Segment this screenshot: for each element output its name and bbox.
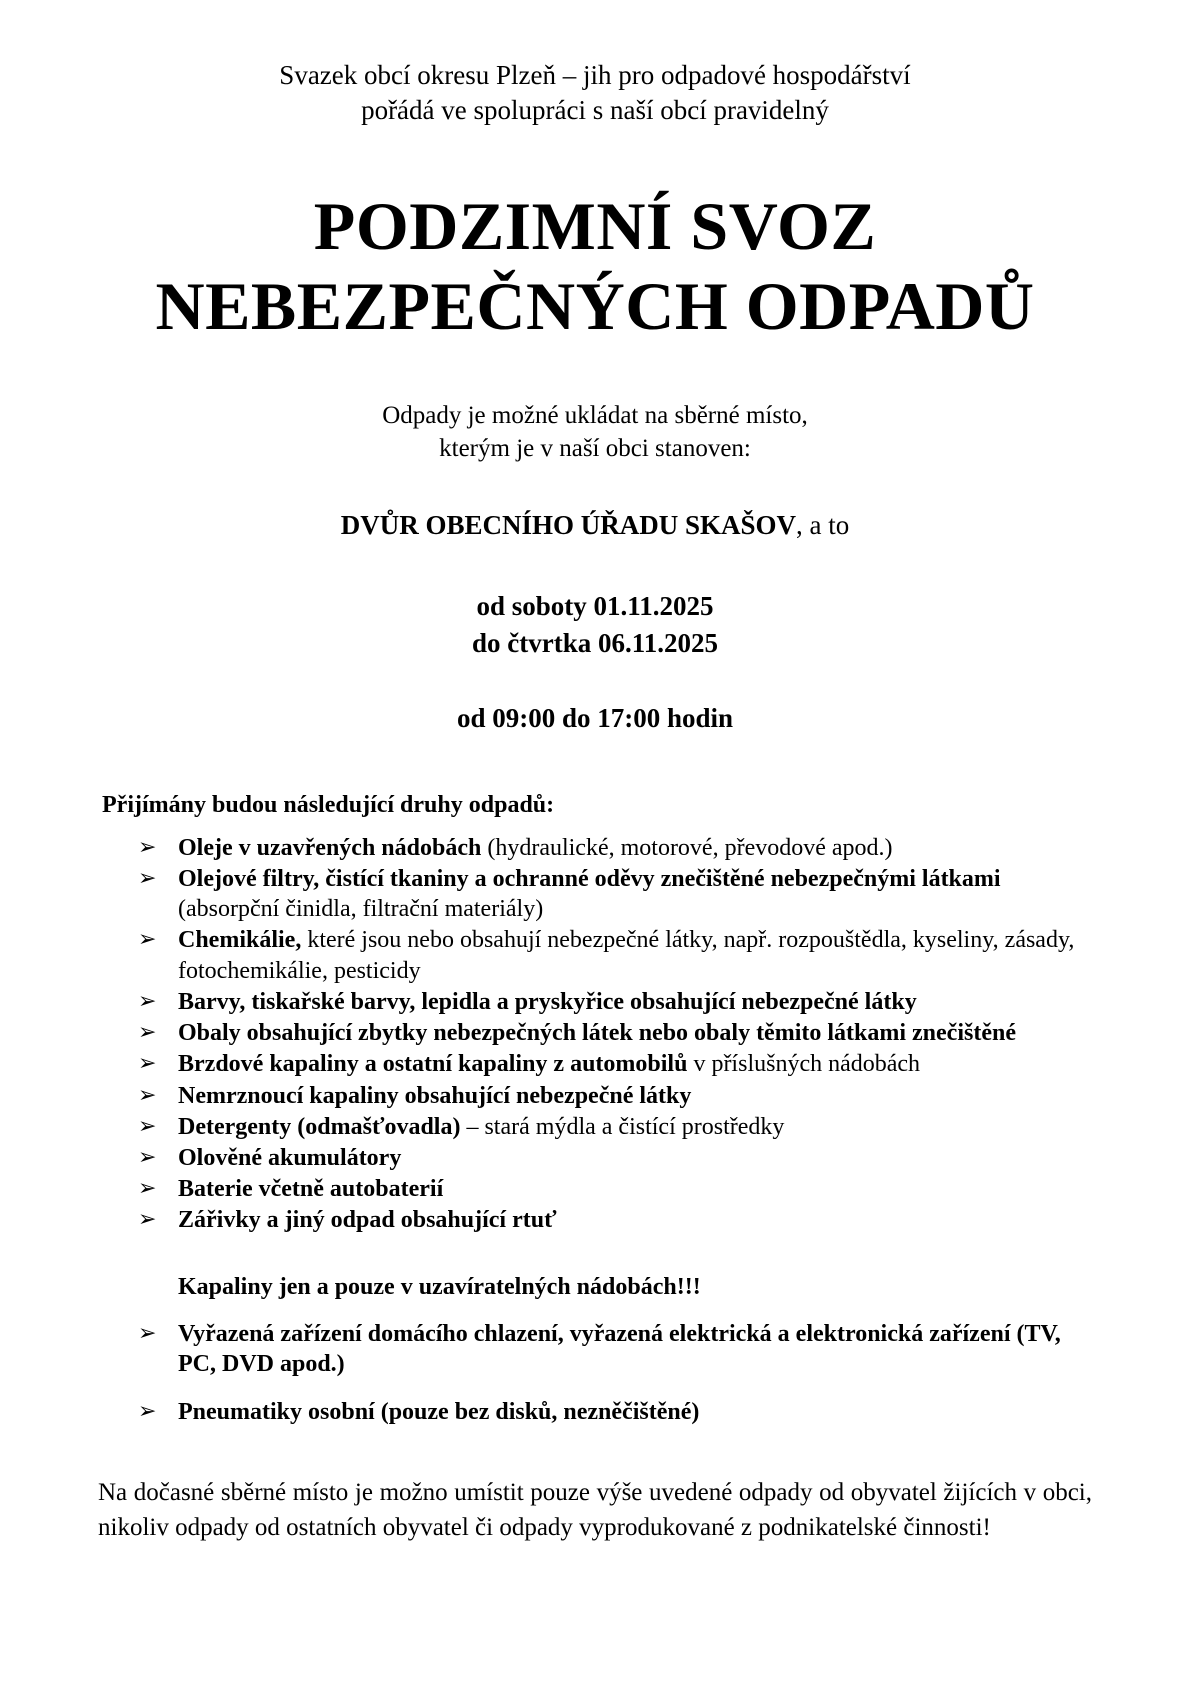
list-item-normal: které jsou nebo obsahují nebezpečné látky, např. rozpouštědla, kyseliny, zásady, fotochemikálie, pesticidy [178, 927, 1075, 984]
date-range [96, 588, 1094, 663]
list-item-bold: Baterie včetně autobaterií [178, 1176, 444, 1203]
intro-block [96, 58, 1094, 128]
list-item [134, 1205, 1094, 1235]
liquids-warning: Kapaliny jen a pouze v uzavíratelných nádobách!!! [178, 1273, 701, 1300]
waste-list-extra [96, 1319, 1094, 1428]
list-item-bold: Nemrznoucí kapaliny obsahující nebezpečné látky [178, 1082, 692, 1109]
list-item-normal: – stará mýdla a čistící prostředky [460, 1113, 785, 1140]
list-item-bold: Pneumatiky osobní (pouze bez disků, nezněčištěné) [178, 1399, 700, 1426]
list-item [134, 1081, 1094, 1111]
arrow-bullet-icon: ➢ [138, 1320, 157, 1346]
waste-list [96, 833, 1094, 1236]
arrow-bullet-icon: ➢ [138, 988, 157, 1014]
arrow-bullet-icon: ➢ [138, 865, 157, 891]
list-item-bold: Olověné akumulátory [178, 1145, 402, 1171]
arrow-bullet-icon: ➢ [138, 1145, 157, 1170]
arrow-bullet-icon: ➢ [138, 1020, 157, 1046]
intro-line-2: pořádá ve spolupráci s naší obcí pravidelný [361, 95, 829, 126]
list-item-bold: Brzdové kapaliny a ostatní kapaliny z automobilů [178, 1051, 688, 1078]
list-item [134, 1143, 1094, 1173]
date-to: do čtvrtka 06.11.2025 [472, 628, 718, 659]
arrow-bullet-icon: ➢ [138, 1399, 157, 1425]
list-item-bold: Vyřazená zařízení domácího chlazení, vyřazená elektrická a elektronická zařízení (TV, PC, DVD apod.) [178, 1320, 1061, 1377]
list-item [134, 987, 1094, 1017]
list-item [134, 1397, 1094, 1427]
list-item-bold: Barvy, tiskařské barvy, lepidla a pryskyřice obsahující nebezpečné látky [178, 988, 917, 1015]
footer-paragraph: Na dočasné sběrné místo je možno umístit pouze výše uvedené odpady od obyvatel žijících v obci, nikoliv odpady od ostatních obyvatel či odpady vyprodukované z podnikatelské činnosti! [98, 1479, 1092, 1542]
list-item-bold: Chemikálie, [178, 927, 302, 954]
arrow-bullet-icon: ➢ [138, 1207, 157, 1233]
collection-point-name: DVŮR OBECNÍHO ÚŘADU SKAŠOV [340, 510, 797, 541]
arrow-bullet-icon: ➢ [138, 927, 157, 953]
arrow-bullet-icon: ➢ [138, 1082, 157, 1108]
opening-hours: od 09:00 do 17:00 hodin [456, 702, 734, 733]
list-item [134, 925, 1094, 985]
list-item-normal: (absorpční činidla, filtrační materiály) [178, 896, 544, 923]
arrow-bullet-icon: ➢ [138, 1051, 157, 1077]
list-item-normal: v příslušných nádobách [687, 1051, 921, 1078]
list-item [134, 1018, 1094, 1048]
title-line-2: NEBEZPEČNÝCH ODPADŮ [155, 268, 1035, 345]
collection-point [96, 510, 1094, 541]
waste-list-heading: Přijímány budou následující druhy odpadů: [102, 791, 555, 818]
list-item [134, 833, 1094, 863]
list-item-bold: Oleje v uzavřených nádobách [178, 834, 482, 861]
list-item-bold: Zářivky a jiný odpad obsahující rtuť [178, 1207, 557, 1234]
place-intro-line-2: kterým je v naší obci stanoven: [439, 435, 751, 463]
place-intro-line-1: Odpady je možné ukládat na sběrné místo, [382, 401, 808, 429]
list-item [134, 1319, 1094, 1379]
arrow-bullet-icon: ➢ [138, 1176, 157, 1202]
date-from: od soboty 01.11.2025 [476, 591, 714, 622]
list-item-bold: Detergenty (odmašťovadla) [178, 1113, 461, 1140]
list-item-bold: Obaly obsahující zbytky nebezpečných látek nebo obaly těmito látkami znečištěné [178, 1020, 1016, 1047]
place-intro-block [96, 399, 1094, 467]
page-title [96, 186, 1094, 346]
arrow-bullet-icon: ➢ [138, 1113, 157, 1139]
list-item-normal: (hydraulické, motorové, převodové apod.) [481, 834, 893, 861]
intro-line-1: Svazek obcí okresu Plzeň – jih pro odpadové hospodářství [279, 60, 911, 90]
list-item [134, 864, 1094, 924]
list-item [134, 1112, 1094, 1142]
title-line-1: PODZIMNÍ SVOZ [313, 188, 877, 265]
list-item-bold: Olejové filtry, čistící tkaniny a ochranné oděvy znečištěné nebezpečnými látkami [178, 865, 1001, 892]
list-item [134, 1174, 1094, 1204]
collection-point-suffix: , a to [796, 510, 850, 541]
arrow-bullet-icon: ➢ [138, 834, 157, 860]
list-item [134, 1049, 1094, 1079]
